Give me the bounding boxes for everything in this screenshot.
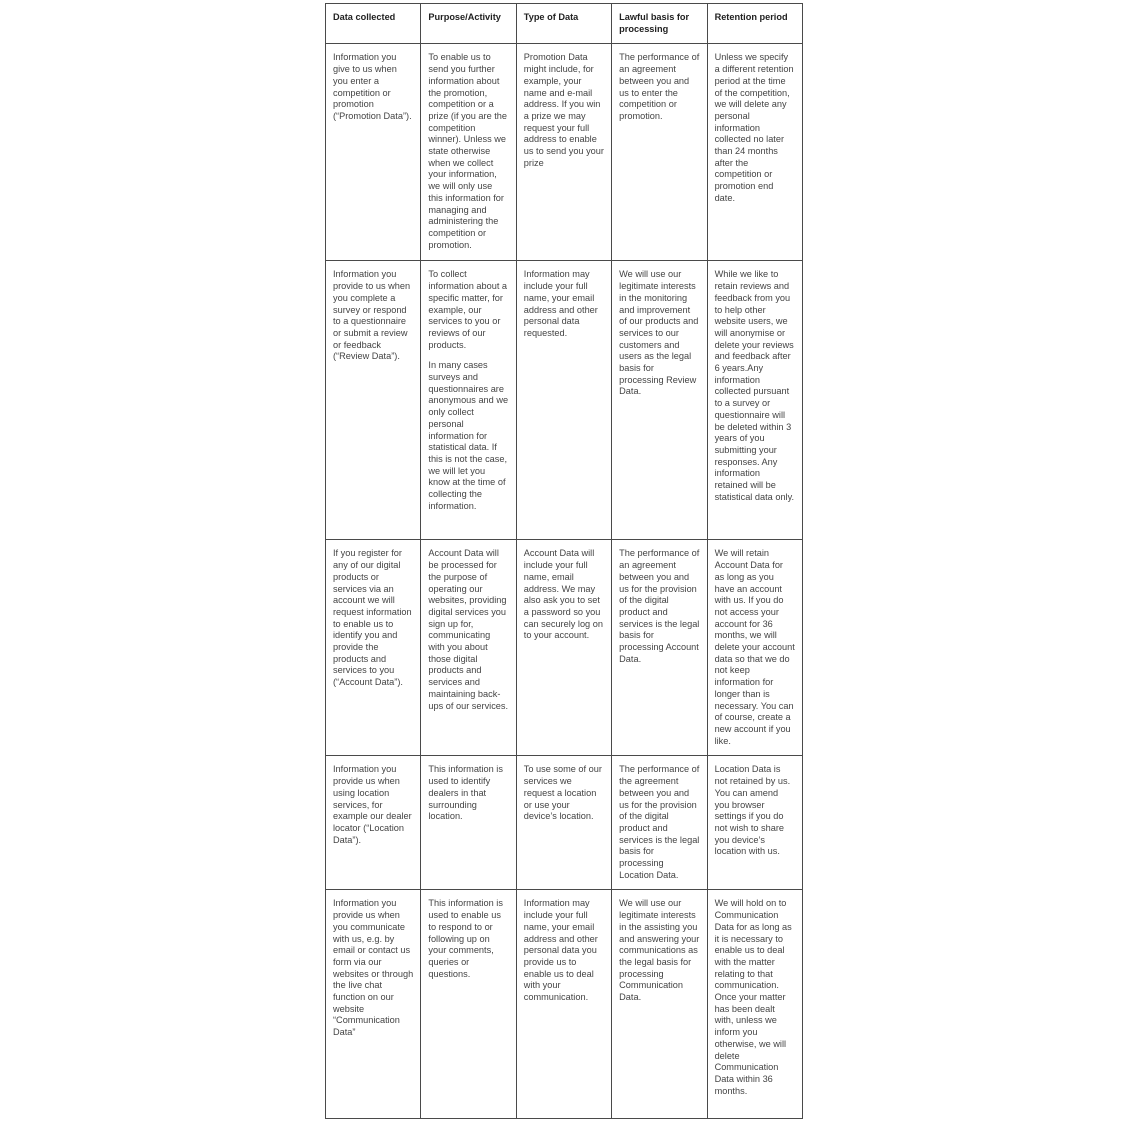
header-row — [326, 4, 803, 44]
cell-purpose — [421, 261, 516, 540]
table-row — [326, 540, 803, 756]
cell-purpose-paragraph: In many cases surveys and questionnaires are anonymous and we only collect personal information for statistical data. If this is not the case, we will let you know at the time of collecting the information. — [428, 360, 509, 511]
cell-data-collected: If you register for any of our digital products or services via an account we will request information to enable us to identify you and provide the products and services to you (“Account Data”). — [326, 540, 421, 756]
cell-retention-period: While we like to retain reviews and feedback from you to help other website users, we will anonymise or delete your reviews and feedback after 6 years.Any information collected pursuant to a survey or questionnaire will be deleted within 3 years of you submitting your responses. Any information retained will be statistical data only. — [707, 261, 802, 540]
cell-data-collected: Information you provide to us when you complete a survey or respond to a questionnaire or submit a review or feedback (“Review Data”). — [326, 261, 421, 540]
header-purpose-activity: Purpose/Activity — [421, 4, 516, 44]
cell-lawful-basis: The performance of an agreement between you and us for the provision of the digital product and services is the legal basis for processing Account Data. — [612, 540, 707, 756]
data-retention-table-container — [325, 3, 802, 1119]
cell-data-collected: Information you provide us when you communicate with us, e.g. by email or contact us form via our websites or through the live chat function on our website “Communication Data” — [326, 890, 421, 1119]
cell-type-of-data: Promotion Data might include, for example, your name and e-mail address. If you win a prize we may request your full address to enable us to send you your prize — [516, 44, 611, 261]
cell-data-collected: Information you provide us when using location services, for example our dealer locator (“Location Data”). — [326, 756, 421, 890]
cell-type-of-data: To use some of our services we request a location or use your device’s location. — [516, 756, 611, 890]
cell-lawful-basis: We will use our legitimate interests in the assisting you and answering your communications as the legal basis for processing Communication Data. — [612, 890, 707, 1119]
cell-type-of-data: Account Data will include your full name, email address. We may also ask you to set a password so you can securely log on to your account. — [516, 540, 611, 756]
table-row — [326, 890, 803, 1119]
header-type-of-data: Type of Data — [516, 4, 611, 44]
cell-data-collected: Information you give to us when you enter a competition or promotion (“Promotion Data”). — [326, 44, 421, 261]
cell-lawful-basis: The performance of an agreement between you and us to enter the competition or promotion. — [612, 44, 707, 261]
cell-purpose: This information is used to identify dealers in that surrounding location. — [421, 756, 516, 890]
cell-retention-period: Unless we specify a different retention period at the time of the competition, we will delete any personal information collected no later than 24 months after the competition or promotion end date. — [707, 44, 802, 261]
cell-purpose: This information is used to enable us to respond to or following up on your comments, queries or questions. — [421, 890, 516, 1119]
cell-retention-period: We will retain Account Data for as long as you have an account with us. If you do not access your account for 36 months, we will delete your account data so that we do not keep information for longer than is necessary. You can of course, create a new account if you like. — [707, 540, 802, 756]
header-retention-period: Retention period — [707, 4, 802, 44]
cell-lawful-basis: We will use our legitimate interests in the monitoring and improvement of our products and services to our customers and users as the legal basis for processing Review Data. — [612, 261, 707, 540]
cell-purpose-paragraph: To collect information about a specific matter, for example, our services to you or reviews of our products. — [428, 269, 508, 350]
cell-purpose: To enable us to send you further information about the promotion, competition or a prize (if you are the competition winner). Unless we state otherwise when we collect your information, we will only use this information for managing and administering the competition or promotion. — [421, 44, 516, 261]
cell-retention-period: We will hold on to Communication Data for as long as it is necessary to enable us to deal with the matter relating to that communication. Once your matter has been dealt with, unless we inform you otherwise, we will delete Communication Data within 36 months. — [707, 890, 802, 1119]
cell-purpose: Account Data will be processed for the purpose of operating our websites, providing digital services you sign up for, communicating with you about those digital products and services and maintaining back-ups of our services. — [421, 540, 516, 756]
table-row — [326, 756, 803, 890]
table-body — [326, 44, 803, 1119]
table-header — [326, 4, 803, 44]
data-retention-table — [325, 3, 803, 1119]
cell-lawful-basis: The performance of the agreement between you and us for the provision of the digital product and services is the legal basis for processing Location Data. — [612, 756, 707, 890]
header-data-collected: Data collected — [326, 4, 421, 44]
cell-retention-period: Location Data is not retained by us. You can amend you browser settings if you do not wish to share you device’s location with us. — [707, 756, 802, 890]
table-row — [326, 44, 803, 261]
table-row — [326, 261, 803, 540]
header-lawful-basis: Lawful basis for processing — [612, 4, 707, 44]
cell-type-of-data: Information may include your full name, your email address and other personal data requested. — [516, 261, 611, 540]
cell-type-of-data: Information may include your full name, your email address and other personal data you provide us to enable us to deal with your communication. — [516, 890, 611, 1119]
